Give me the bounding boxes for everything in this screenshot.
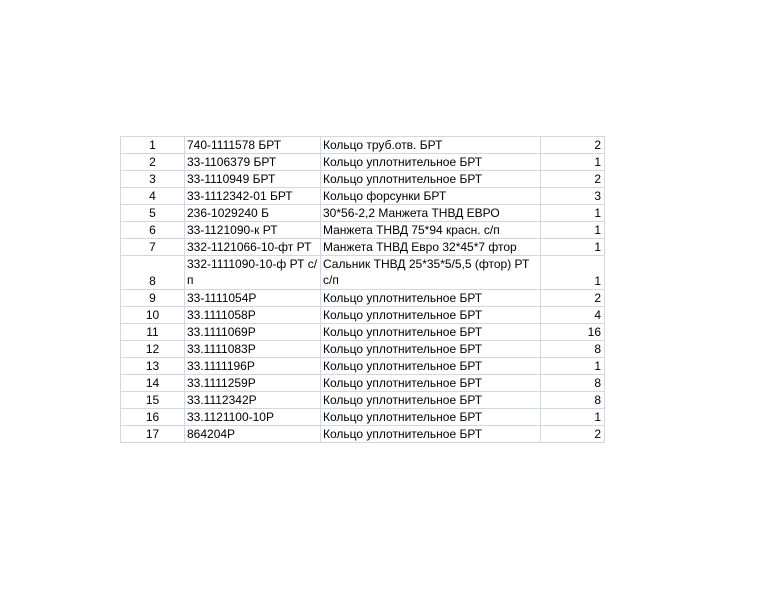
row-number-cell[interactable]: 3: [121, 171, 185, 188]
quantity-cell[interactable]: 8: [541, 341, 605, 358]
quantity-cell[interactable]: 4: [541, 307, 605, 324]
row-number-cell[interactable]: 5: [121, 205, 185, 222]
part-name-cell[interactable]: Кольцо уплотнительное БРТ: [321, 324, 541, 341]
part-name-cell[interactable]: Кольцо уплотнительное БРТ: [321, 341, 541, 358]
part-name-cell[interactable]: Кольцо уплотнительное БРТ: [321, 375, 541, 392]
part-code-cell[interactable]: 33-1110949 БРТ: [185, 171, 321, 188]
part-code-cell[interactable]: 33.1112342Р: [185, 392, 321, 409]
part-name-cell[interactable]: Кольцо уплотнительное БРТ: [321, 392, 541, 409]
table-row: [121, 375, 605, 392]
table-row: [121, 171, 605, 188]
part-name-cell[interactable]: Кольцо уплотнительное БРТ: [321, 409, 541, 426]
table-row: [121, 137, 605, 154]
quantity-cell[interactable]: 2: [541, 171, 605, 188]
row-number-cell[interactable]: 7: [121, 239, 185, 256]
quantity-cell[interactable]: 8: [541, 375, 605, 392]
part-name-cell[interactable]: Манжета ТНВД Евро 32*45*7 фтор: [321, 239, 541, 256]
row-number-cell[interactable]: 4: [121, 188, 185, 205]
part-code-cell[interactable]: 740-1111578 БРТ: [185, 137, 321, 154]
quantity-cell[interactable]: 1: [541, 205, 605, 222]
table-row: [121, 256, 605, 290]
part-code-cell[interactable]: 33.1111259Р: [185, 375, 321, 392]
row-number-cell[interactable]: 11: [121, 324, 185, 341]
part-name-cell[interactable]: Манжета ТНВД 75*94 красн. с/п: [321, 222, 541, 239]
part-code-cell[interactable]: 332-1121066-10-фт РТ: [185, 239, 321, 256]
row-number-cell[interactable]: 16: [121, 409, 185, 426]
table-row: [121, 205, 605, 222]
parts-table-body: [121, 137, 605, 443]
row-number-cell[interactable]: 14: [121, 375, 185, 392]
quantity-cell[interactable]: 3: [541, 188, 605, 205]
table-row: [121, 307, 605, 324]
part-name-cell[interactable]: Сальник ТНВД 25*35*5/5,5 (фтор) РТ с/п: [321, 256, 541, 290]
quantity-cell[interactable]: 2: [541, 426, 605, 443]
quantity-cell[interactable]: 8: [541, 392, 605, 409]
row-number-cell[interactable]: 9: [121, 290, 185, 307]
table-row: [121, 222, 605, 239]
quantity-cell[interactable]: 1: [541, 239, 605, 256]
quantity-cell[interactable]: 1: [541, 358, 605, 375]
row-number-cell[interactable]: 2: [121, 154, 185, 171]
row-number-cell[interactable]: 13: [121, 358, 185, 375]
table-row: [121, 409, 605, 426]
part-code-cell[interactable]: 33.1121100-10Р: [185, 409, 321, 426]
quantity-cell[interactable]: 1: [541, 409, 605, 426]
row-number-cell[interactable]: 8: [121, 256, 185, 290]
quantity-cell[interactable]: 16: [541, 324, 605, 341]
quantity-cell[interactable]: 2: [541, 290, 605, 307]
row-number-cell[interactable]: 1: [121, 137, 185, 154]
part-name-cell[interactable]: Кольцо форсунки БРТ: [321, 188, 541, 205]
part-name-cell[interactable]: 30*56-2,2 Манжета ТНВД ЕВРО: [321, 205, 541, 222]
table-row: [121, 392, 605, 409]
table-row: [121, 154, 605, 171]
part-name-cell[interactable]: Кольцо уплотнительное БРТ: [321, 290, 541, 307]
table-row: [121, 324, 605, 341]
part-name-cell[interactable]: Кольцо труб.отв. БРТ: [321, 137, 541, 154]
part-code-cell[interactable]: 33-1112342-01 БРТ: [185, 188, 321, 205]
part-code-cell[interactable]: 864204Р: [185, 426, 321, 443]
part-code-cell[interactable]: 33-1106379 БРТ: [185, 154, 321, 171]
row-number-cell[interactable]: 15: [121, 392, 185, 409]
table-row: [121, 426, 605, 443]
part-code-cell[interactable]: 33.1111058Р: [185, 307, 321, 324]
part-name-cell[interactable]: Кольцо уплотнительное БРТ: [321, 358, 541, 375]
part-code-cell[interactable]: 332-1111090-10-ф РТ с/п: [185, 256, 321, 290]
row-number-cell[interactable]: 12: [121, 341, 185, 358]
quantity-cell[interactable]: 1: [541, 222, 605, 239]
table-row: [121, 290, 605, 307]
part-code-cell[interactable]: 236-1029240 Б: [185, 205, 321, 222]
quantity-cell[interactable]: 1: [541, 256, 605, 290]
table-row: [121, 341, 605, 358]
table-row: [121, 358, 605, 375]
quantity-cell[interactable]: 2: [541, 137, 605, 154]
part-name-cell[interactable]: Кольцо уплотнительное БРТ: [321, 307, 541, 324]
table-row: [121, 239, 605, 256]
part-code-cell[interactable]: 33-1121090-к РТ: [185, 222, 321, 239]
parts-table: [120, 136, 605, 443]
row-number-cell[interactable]: 6: [121, 222, 185, 239]
row-number-cell[interactable]: 10: [121, 307, 185, 324]
part-code-cell[interactable]: 33.1111083Р: [185, 341, 321, 358]
part-name-cell[interactable]: Кольцо уплотнительное БРТ: [321, 426, 541, 443]
row-number-cell[interactable]: 17: [121, 426, 185, 443]
part-code-cell[interactable]: 33-1111054Р: [185, 290, 321, 307]
part-code-cell[interactable]: 33.1111069Р: [185, 324, 321, 341]
quantity-cell[interactable]: 1: [541, 154, 605, 171]
part-name-cell[interactable]: Кольцо уплотнительное БРТ: [321, 171, 541, 188]
part-name-cell[interactable]: Кольцо уплотнительное БРТ: [321, 154, 541, 171]
table-row: [121, 188, 605, 205]
part-code-cell[interactable]: 33.1111196Р: [185, 358, 321, 375]
